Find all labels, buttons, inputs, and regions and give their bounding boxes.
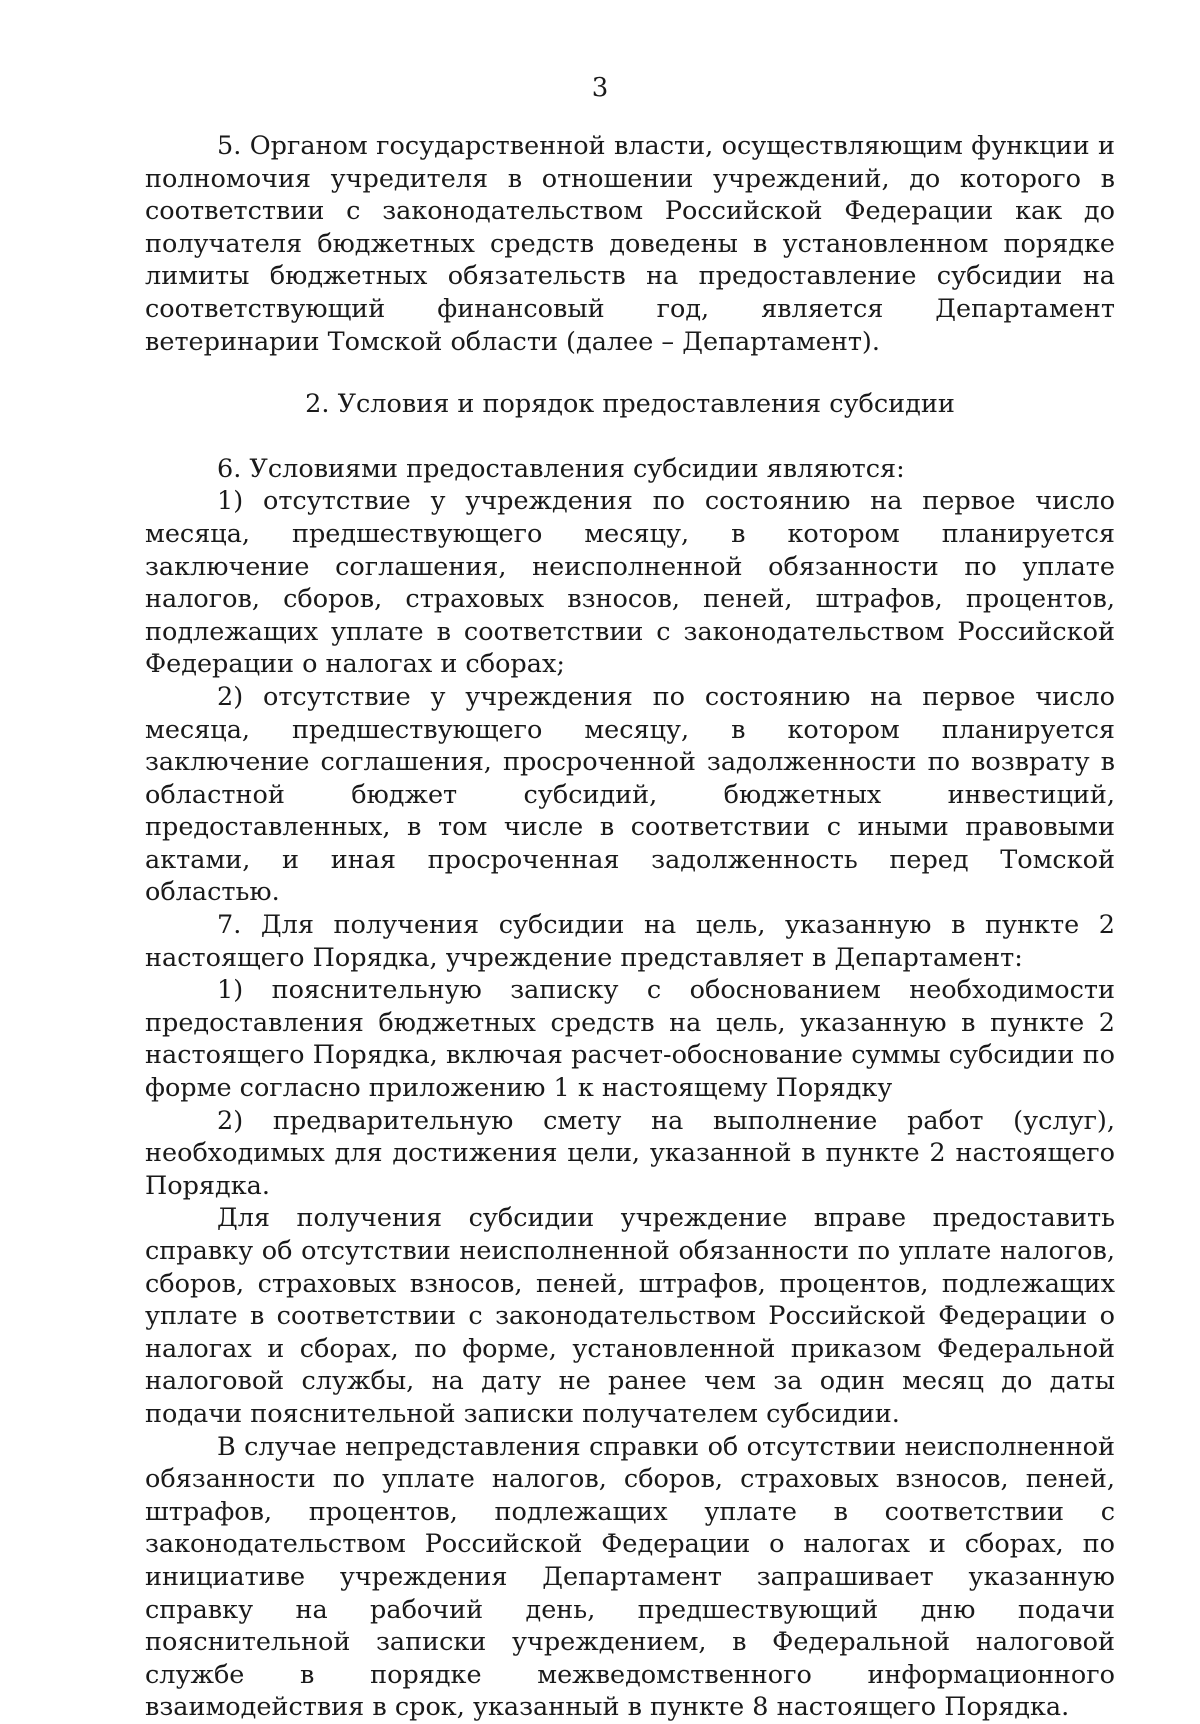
paragraph-item-7: 7. Для получения субсидии на цель, указанную в пункте 2 настоящего Порядка, учреждение представляет в Департамент:	[145, 910, 1115, 973]
paragraph-certificate-request: В случае непредставления справки об отсутствии неисполненной обязанности по уплате налогов, сборов, страховых взносов, пеней, штрафов, процентов, подлежащих уплате в соответствии с законодательством Российской Федерации о налогах и сборах, по инициативе учреждения Департамент запрашивает указанную справку на рабочий день, предшествующий дню подачи пояснительной записки учреждением, в Федеральной налоговой службе в порядке межведомственного информационного взаимодействия в срок, указанный в пункте 8 настоящего Порядка.	[145, 1431, 1115, 1723]
section-heading: 2. Условия и порядок предоставления субсидии	[305, 389, 955, 420]
page-number: 3	[591, 73, 609, 103]
paragraph-subitem-6-2: 2) отсутствие у учреждения по состоянию на первое число месяца, предшествующего месяцу, в котором планируется заключение соглашения, просроченной задолженности по возврату в областной бюджет субсидий, бюджетных инвестиций, предоставленных, в том числе в соответствии с иными правовыми актами, и иная просроченная задолженность перед Томской областью.	[145, 681, 1115, 908]
paragraph-item-5: 5. Органом государственной власти, осуществляющим функции и полномочия учредителя в отношении учреждений, до которого в соответствии с законодательством Российской Федерации как до получателя бюджетных средств доведены в установленном порядке лимиты бюджетных обязательств на предоставление субсидии на соответствующий финансовый год, является Департамент ветеринарии Томской области (далее – Департамент).	[145, 131, 1115, 357]
paragraph-subitem-6-1: 1) отсутствие у учреждения по состоянию на первое число месяца, предшествующего месяцу, в котором планируется заключение соглашения, неисполненной обязанности по уплате налогов, сборов, страховых взносов, пеней, штрафов, процентов, подлежащих уплате в соответствии с законодательством Российской Федерации о налогах и сборах;	[145, 486, 1115, 680]
paragraph-subitem-7-2: 2) предварительную смету на выполнение работ (услуг), необходимых для достижения цели, указанной в пункте 2 настоящего Порядка.	[145, 1105, 1115, 1201]
document-body	[145, 130, 1115, 1724]
paragraph-item-6: 6. Условиями предоставления субсидии являются:	[217, 453, 905, 484]
paragraph-certificate-option: Для получения субсидии учреждение вправе предоставить справку об отсутствии неисполненной обязанности по уплате налогов, сборов, страховых взносов, пеней, штрафов, процентов, подлежащих уплате в соответствии с законодательством Российской Федерации о налогах и сборах, по форме, установленной приказом Федеральной налоговой службы, на дату не ранее чем за один месяц до даты подачи пояснительной записки получателем субсидии.	[145, 1203, 1115, 1429]
paragraph-subitem-7-1: 1) пояснительную записку с обоснованием необходимости предоставления бюджетных средств на цель, указанную в пункте 2 настоящего Порядка, включая расчет-обоснование суммы субсидии по форме согласно приложению 1 к настоящему Порядку	[145, 975, 1115, 1104]
